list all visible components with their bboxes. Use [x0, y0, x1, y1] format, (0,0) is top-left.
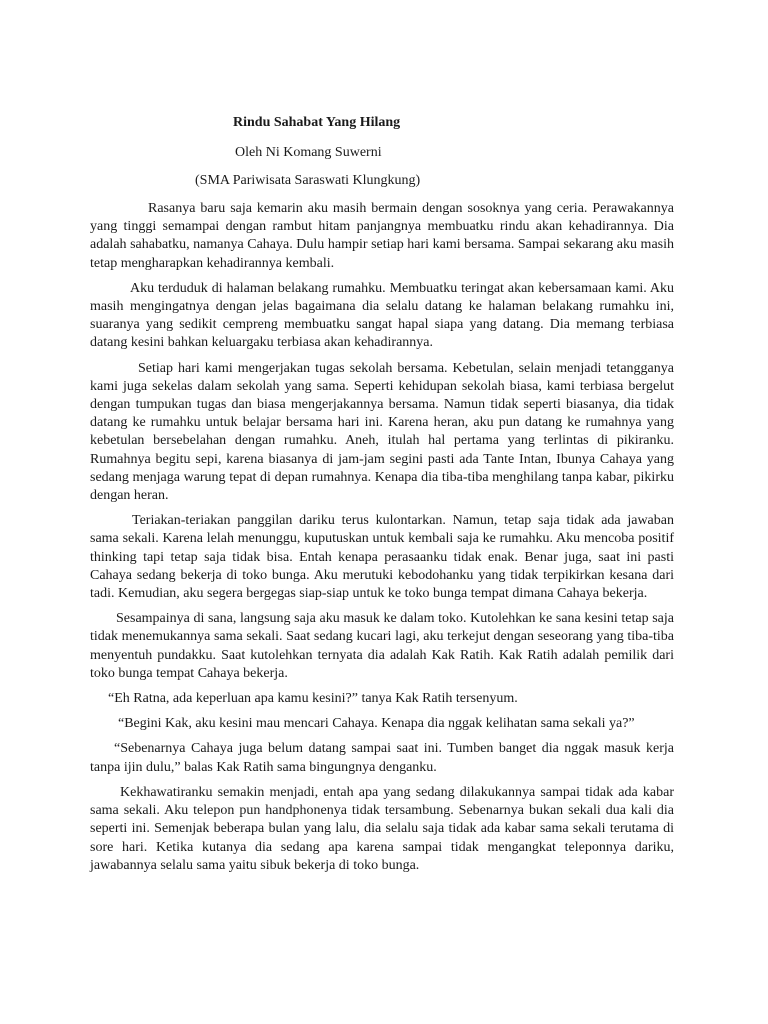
- paragraph-3: Setiap hari kami mengerjakan tugas sekolah bersama. Kebetulan, selain menjadi tetangganya kami juga sekelas dalam sekolah yang sama. Seperti kehidupan sekolah biasa, kami terbiasa bergelut dengan tumpukan tugas dan biasa mengerjakannya bersama. Namun tidak seperti biasanya, dia tidak datang ke rumahku untuk belajar bersama hari ini. Karena heran, aku pun datang ke rumahnya yang kebetulan bersebelahan dengan rumahku. Aneh, itulah hal pertama yang terlintas di pikiranku. Rumahnya begitu sepi, karena biasanya di jam-jam segini pasti ada Tante Intan, Ibunya Cahaya yang sedang menjaga warung tepat di depan rumahnya. Kenapa dia tiba-tiba menghilang tanpa kabar, pikirku dengan heran.: [90, 360, 674, 504]
- paragraph-2: Aku terduduk di halaman belakang rumahku. Membuatku teringat akan kebersamaan kami. Aku masih mengingatnya dengan jelas bagaimana dia selalu datang ke halaman belakang rumahku ini, suaranya yang sedikit cempreng membuatku sangat hapal siapa yang datang. Dia memang terbiasa datang kesini bahkan keluargaku terbiasa akan kehadirannya.: [90, 280, 674, 351]
- paragraph-6: “Eh Ratna, ada keperluan apa kamu kesini?” tanya Kak Ratih tersenyum.: [108, 691, 518, 707]
- story-body: [90, 200, 674, 882]
- paragraph-8: “Sebenarnya Cahaya juga belum datang sampai saat ini. Tumben banget dia nggak masuk kerja tanpa ijin dulu,” balas Kak Ratih sama bingungnya denganku.: [90, 741, 674, 775]
- paragraph-9: Kekhawatiranku semakin menjadi, entah apa yang sedang dilakukannya sampai tidak ada kabar sama sekali. Aku telepon pun handphonenya tidak tersambung. Sebenarnya bukan sekali dua kali dia seperti ini. Semenjak beberapa bulan yang lalu, dia selalu saja tidak ada kabar sama sekali terutama di sore hari. Ketika kutanya dia sedang apa karena sampai tidak mengangkat teleponnya dariku, jawabannya selalu sama yaitu sibuk bekerja di toko bunga.: [90, 784, 674, 873]
- paragraph-5: Sesampainya di sana, langsung saja aku masuk ke dalam toko. Kutolehkan ke sana kesini tetap saja tidak menemukannya sama sekali. Saat sedang kucari lagi, aku terkejut dengan seseorang yang tiba-tiba menyentuh pundakku. Saat kutolehkan ternyata dia adalah Kak Ratih. Kak Ratih adalah pemilik dari toko bunga tempat Cahaya bekerja.: [90, 611, 674, 681]
- author-line: Oleh Ni Komang Suwerni: [235, 145, 382, 160]
- story-title: Rindu Sahabat Yang Hilang: [233, 115, 401, 130]
- paragraph-4: Teriakan-teriakan panggilan dariku terus kulontarkan. Namun, tetap saja tidak ada jawaban sama sekali. Karena lelah menunggu, kuputuskan untuk kembali saja ke rumahku. Aku mencoba positif thinking tapi tetap saja tidak bisa. Entah kenapa perasaanku tidak enak. Benar juga, saat ini pasti Cahaya sedang bekerja di toko bunga. Aku merutuki kebodohanku yang tidak terpikirkan kesana dari tadi. Kemudian, aku segera bergegas siap-siap untuk ke toko bunga tempat dimana Cahaya bekerja.: [90, 513, 674, 602]
- paragraph-7: “Begini Kak, aku kesini mau mencari Cahaya. Kenapa dia nggak kelihatan sama sekali ya?”: [118, 716, 635, 732]
- paragraph-1: Rasanya baru saja kemarin aku masih bermain dengan sosoknya yang ceria. Perawakannya yang tinggi semampai dengan rambut hitam panjangnya membuatku rindu akan kehadirannya. Dia adalah sahabatku, namanya Cahaya. Dulu hampir setiap hari kami bersama. Sampai sekarang aku masih tetap mengharapkan kehadirannya kembali.: [90, 201, 674, 271]
- school-line: (SMA Pariwisata Saraswati Klungkung): [195, 173, 421, 188]
